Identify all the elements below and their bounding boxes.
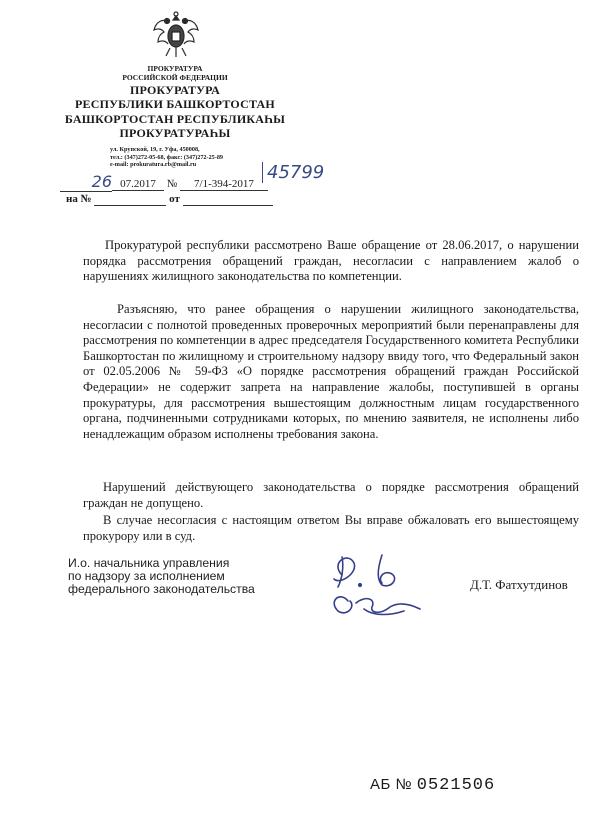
signatory-position — [68, 557, 255, 596]
phone-line: тел.: (347)272-05-68, факс: (347)272-25-89 — [110, 153, 224, 161]
position-line-1: И.о. начальника управления — [68, 556, 230, 570]
signatory-name: Д.Т. Фатхутдинов — [470, 577, 568, 592]
header-address — [110, 146, 250, 169]
address-line: ул. Крупской, 19, г. Уфа, 450008, — [110, 146, 200, 153]
serial-number: 0521506 — [416, 776, 496, 795]
position-line-3: федерального законодательства — [68, 582, 255, 596]
body-paragraph-1: Прокуратурой республики рассмотрено Ваше обращение от 28.06.2017, о нарушении порядка рассмотрения обращений граждан, несогласии с направлением жалоб о нарушениях жилищного законодательства по компетенции. — [83, 238, 579, 284]
double-headed-eagle-emblem — [150, 10, 202, 62]
handwritten-day: 26 — [91, 172, 112, 191]
handwritten-incoming-number: 45799 — [262, 162, 324, 183]
registration-month-year: 07.2017 — [112, 178, 164, 191]
registration-number: 7/1-394-2017 — [180, 178, 268, 191]
header-org-line4: РЕСПУБЛИКИ БАШКОРТОСТАН — [75, 97, 275, 111]
registration-date-number — [60, 172, 268, 192]
position-line-2: по надзору за исполнением — [68, 569, 225, 583]
body-paragraph-2: Разъясняю, что ранее обращения о нарушении жилищного законодательства, несогласии с полнотой проведенных проверочных мероприятий были перенаправлены для рассмотрения по компетенции в адрес председателя Государственного комитета Республики Башкортостан по жилищному и строительному надзору ввиду того, что Федеральный закон от 02.05.2006 № 59-ФЗ «О порядке рассмотрения обращений граждан Российской Федерации» не содержит запрета на направление жалобы, поступившей в органы прокуратуры, для рассмотрения вышестоящим должностным лицам государственного органа, подчиненными сотрудниками которых, по мнению заявителя, не исполнены либо ненадлежащим образом исполнены требования закона. — [83, 302, 579, 441]
header-org-line2: РОССИЙСКОЙ ФЕДЕРАЦИИ — [122, 73, 228, 82]
body-paragraph-3: Нарушений действующего законодательства о порядке рассмотрения обращений граждан не допущено. — [83, 480, 579, 510]
registration-reference — [66, 193, 273, 206]
header-org-line6: ПРОКУРАТУРАҺЫ — [119, 126, 231, 140]
form-serial — [370, 776, 495, 795]
reference-no-label: на № — [66, 193, 92, 205]
reference-from-label: от — [169, 193, 180, 205]
header-org-line1: ПРОКУРАТУРА — [147, 64, 203, 73]
header-org-line3: ПРОКУРАТУРА — [129, 83, 221, 97]
serial-prefix: АБ № — [370, 776, 413, 793]
email-line: e-mail: prokuratura.rb@mail.ru — [110, 161, 197, 169]
registration-no-label: № — [166, 178, 178, 190]
header-org-line5: БАШКОРТОСТАН РЕСПУБЛИКАҺЫ — [64, 112, 286, 126]
body-paragraph-4: В случае несогласия с настоящим ответом Вы вправе обжаловать его вышестоящему прокурору или в суд. — [83, 513, 579, 543]
handwritten-signature — [320, 545, 450, 625]
